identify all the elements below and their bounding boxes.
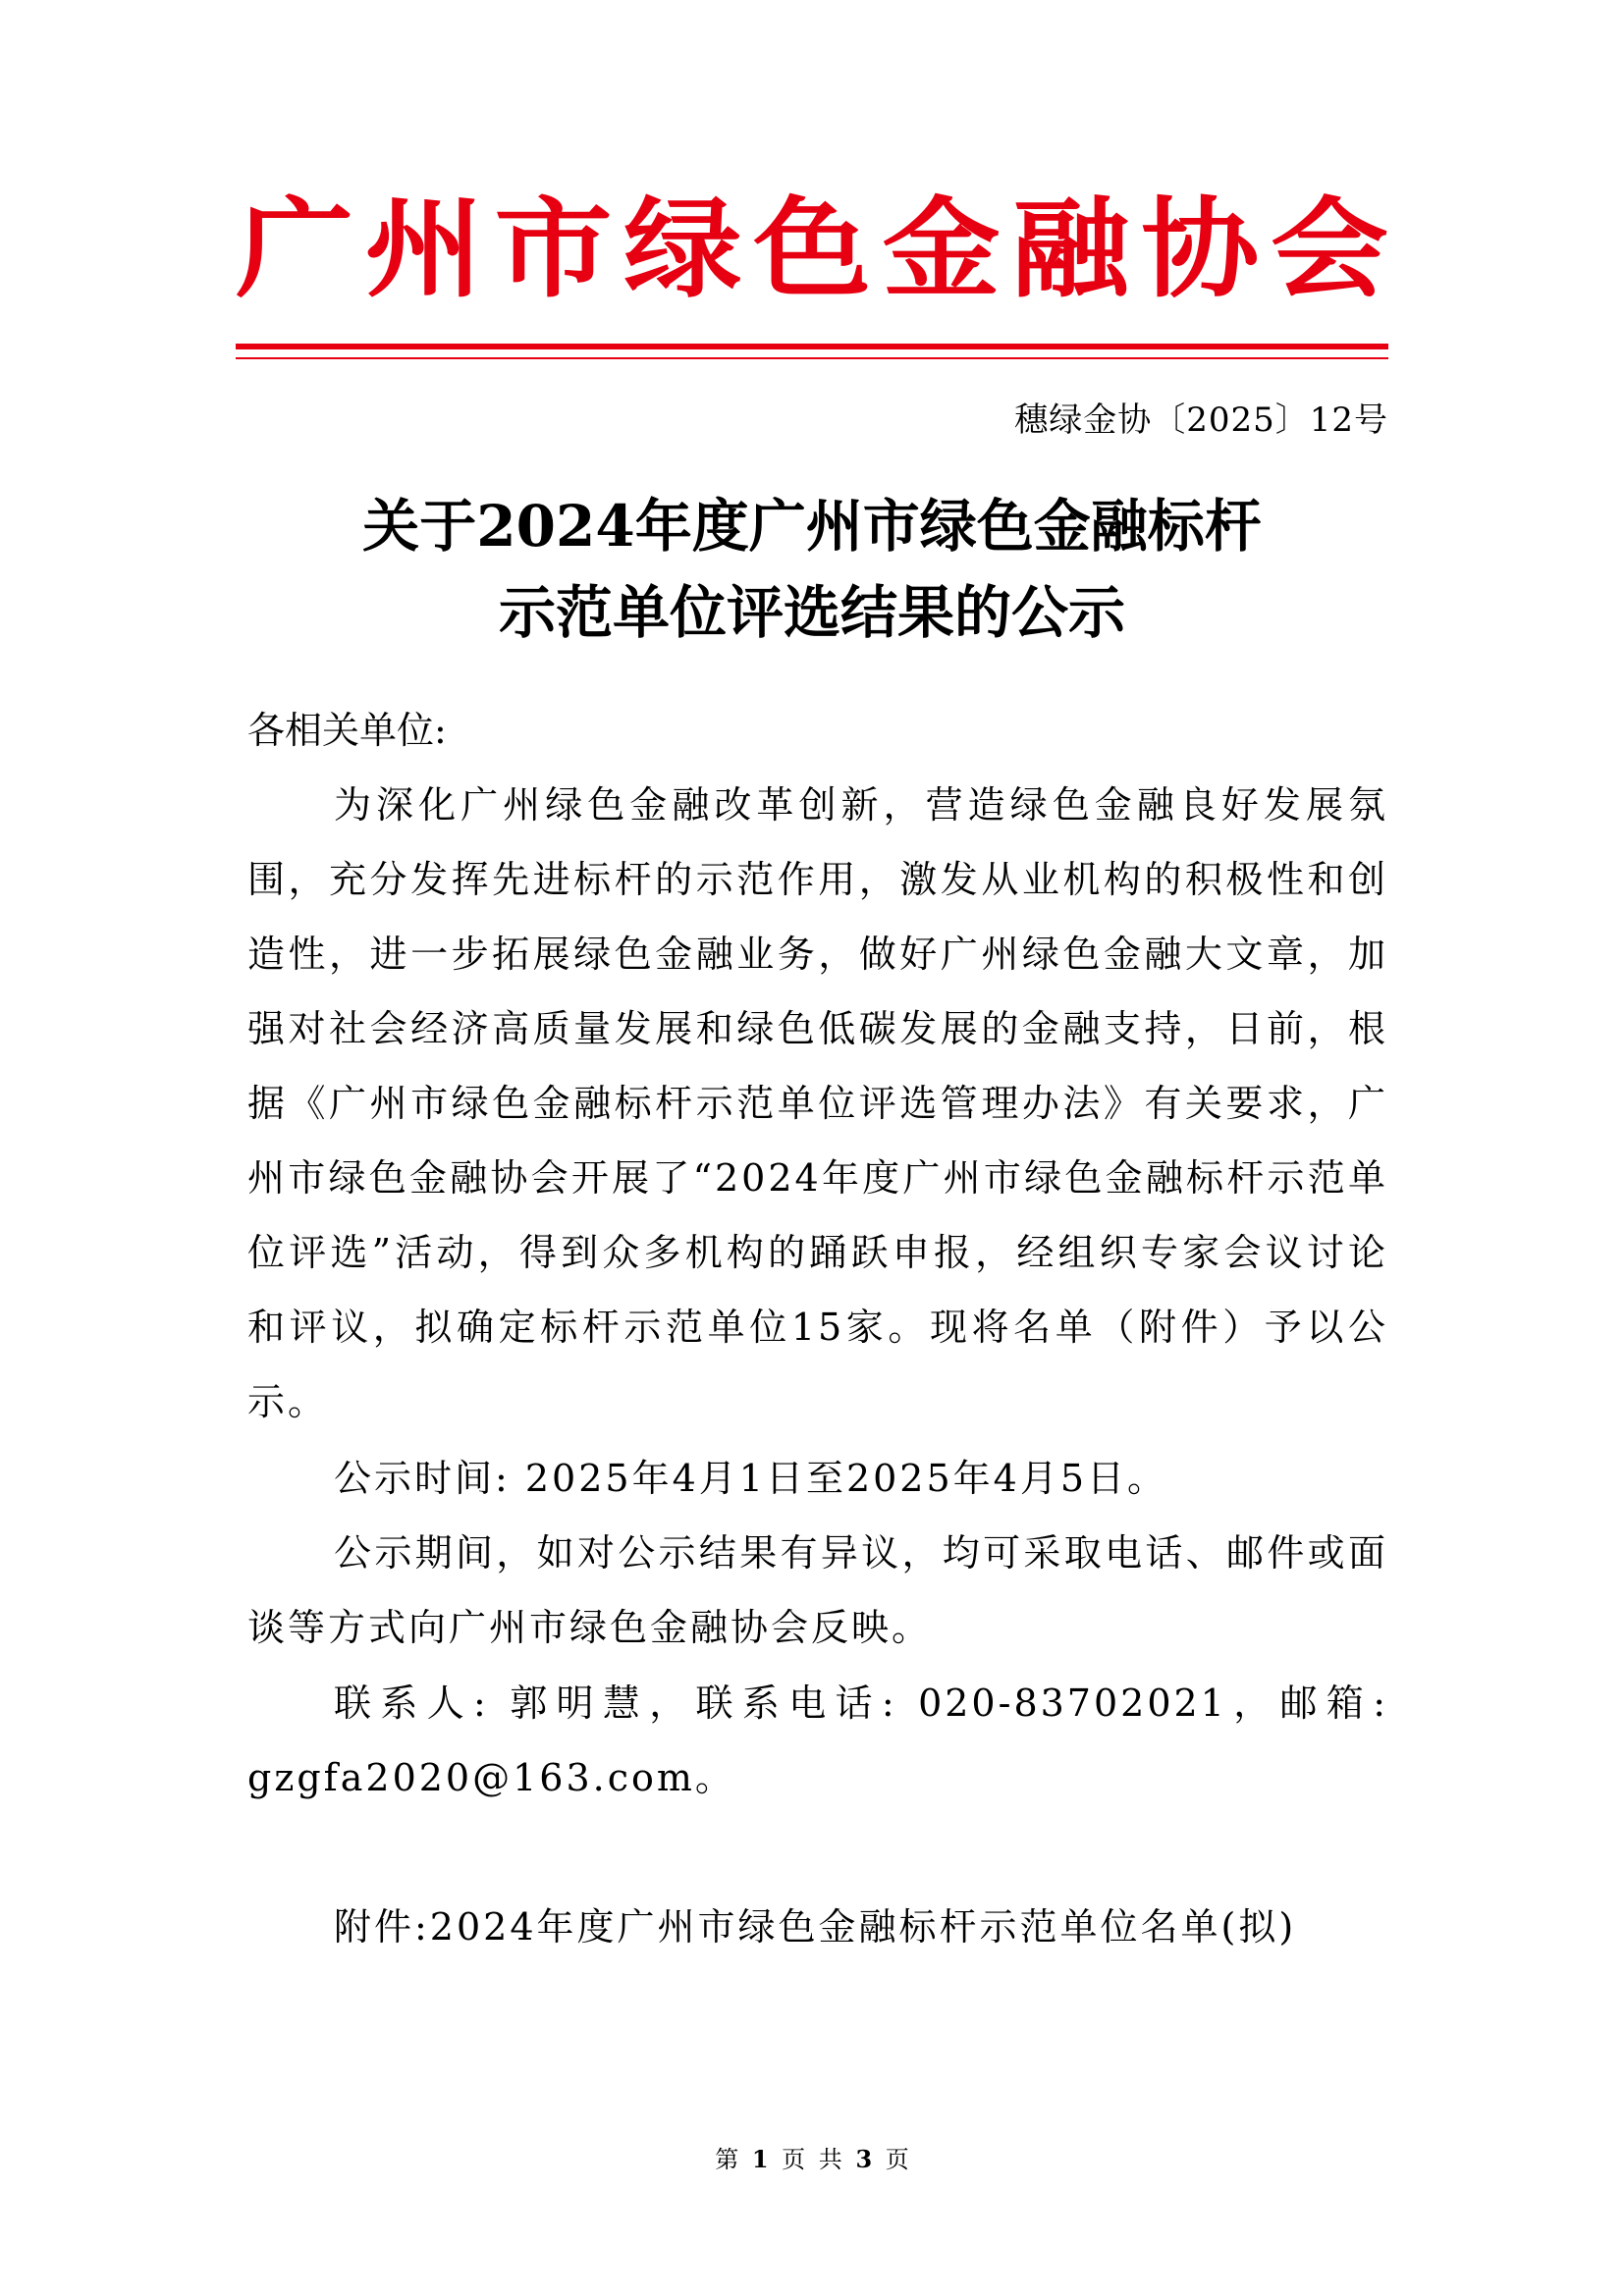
letterhead-char: 绿: [623, 187, 742, 313]
letterhead-char: 金: [882, 187, 1001, 313]
letterhead-char: 会: [1271, 187, 1388, 313]
footer-suffix: 页: [885, 2146, 909, 2173]
letterhead-divider-thick: [236, 344, 1388, 349]
letterhead-char: 州: [364, 187, 483, 313]
body-paragraph-contact: 联系人: 郭明慧，联系电话: 020-83702021，邮箱: gzgfa2020@163.com。: [247, 1682, 1388, 1799]
letterhead-char: 色: [753, 187, 871, 313]
letterhead-char: 市: [494, 187, 613, 313]
letterhead-char: 协: [1141, 187, 1260, 313]
total-page-count: 3: [855, 2145, 873, 2173]
letterhead-char: 广: [236, 187, 353, 313]
body-paragraph-objection: 公示期间，如对公示结果有异议，均可采取电话、邮件或面谈等方式向广州市绿色金融协会反映。: [247, 1531, 1388, 1649]
letterhead-divider-thin: [236, 357, 1388, 359]
current-page-number: 1: [751, 2145, 769, 2173]
footer-middle: 页 共: [782, 2146, 842, 2173]
document-title-line-1: 关于2024年度广州市绿色金融标杆: [362, 493, 1262, 560]
document-number: 穗绿金协〔2025〕12号: [1014, 400, 1388, 440]
body-paragraph-period: 公示时间: 2025年4月1日至2025年4月5日。: [334, 1457, 1168, 1500]
document-title-line-2: 示范单位评选结果的公示: [498, 579, 1125, 646]
page-footer: [0, 2140, 1624, 2179]
salutation: 各相关单位:: [247, 709, 447, 752]
attachment-note: 附件:2024年度广州市绿色金融标杆示范单位名单(拟): [334, 1905, 1297, 1949]
footer-prefix: 第: [715, 2146, 739, 2173]
letterhead-char: 融: [1011, 187, 1130, 313]
body-paragraph-main: 为深化广州绿色金融改革创新，营造绿色金融良好发展氛围，充分发挥先进标杆的示范作用，激发从业机构的积极性和创造性，进一步拓展绿色金融业务，做好广州绿色金融大文章，加强对社会经济高质量发展和绿色低碳发展的金融支持，日前，根据《广州市绿色金融标杆示范单位评选管理办法》有关要求，广州市绿色金融协会开展了“2024年度广州市绿色金融标杆示范单位评选”活动，得到众多机构的踊跃申报，经组织专家会议讨论和评议，拟确定标杆示范单位15家。现将名单（附件）予以公示。: [247, 783, 1388, 1423]
organization-letterhead: [236, 167, 1388, 334]
